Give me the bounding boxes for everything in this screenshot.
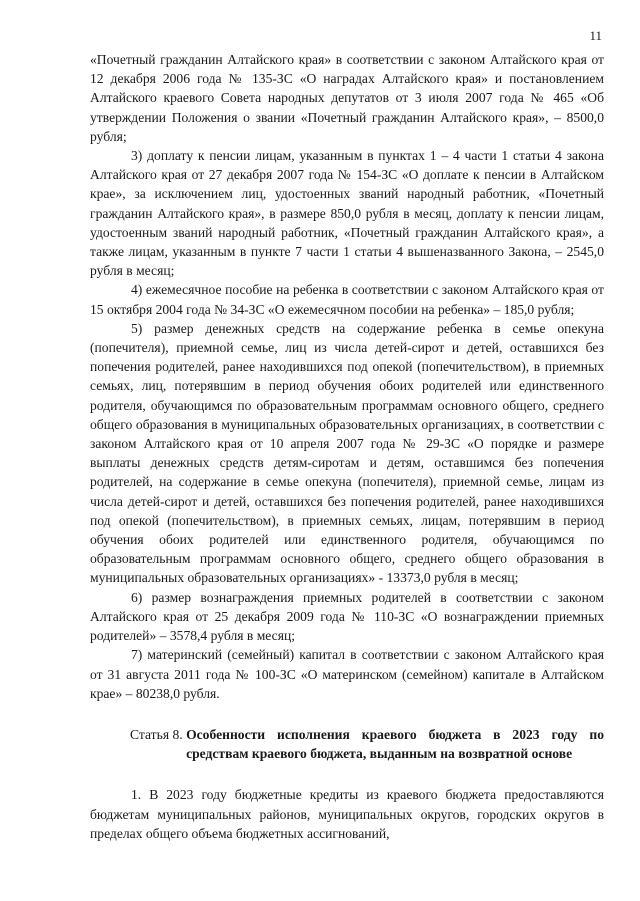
- spacer: [90, 763, 604, 785]
- page-number: 11: [589, 28, 602, 43]
- article-label: Статья 8.: [130, 726, 187, 742]
- paragraph-1: «Почетный гражданин Алтайского края» в соответствии с законом Алтайского края от 12 декабря 2006 года № 135-ЗС «О наградах Алтайского края» и постановлением Алтайского краевого Совета народных депутатов от 3 июля 2007 года № 465 «Об утверждении Положения о звании «Почетный гражданин Алтайского края», – 8500,0 рубля;: [90, 52, 604, 144]
- paragraph-item-7: 7) материнский (семейный) капитал в соответствии с законом Алтайского края от 31 августа 2011 года № 100-ЗС «О материнском (семейном) капитале в Алтайском крае» – 80238,0 рубля.: [90, 647, 604, 701]
- paragraph-item-3: 3) доплату к пенсии лицам, указанным в пунктах 1 – 4 части 1 статьи 4 закона Алтайского края от 27 декабря 2007 года № 154-ЗС «О доплате к пенсии в Алтайском крае», за исключением лиц, удостоенных званий народный работник, «Почетный гражданин Алтайского края», в размере 850,0 рубля в месяц, доплату к пенсии лицам, удостоенным званий народный работник, «Почетный гражданин Алтайского края», а также лицам, указанным в пункте 7 части 1 статьи 4 вышеназванного Закона, – 2545,0 рубля в месяц;: [90, 148, 604, 279]
- paragraph-item-5: 5) размер денежных средств на содержание ребенка в семье опекуна (попечителя), приемной семье, лиц из числа детей-сирот и детей, оставшихся без попечения родителей, ранее находившихся под опекой (попечительством), в приемных семьях, лиц, потерявшим в период обучения обоих родителей или единственного родителя, обучающимся по образовательным программам основного общего, среднего общего образования в муниципальных образовательных организациях, в соответствии с законом Алтайского края от 10 апреля 2007 года № 29-ЗС «О порядке и размере выплаты денежных средств детям-сиротам и детям, оставшимся без попечения родителей, на содержание в семье опекуна (попечителя), приемной семье, лицам из числа детей-сирот и детей, оставшихся без попечения родителей, ранее находившихся под опекой (попечительством), в приемных семьях, лицам, потерявшим в период обучения обоих родителей или единственного родителя, обучающимся по образовательным программам основного общего, среднего общего образования в муниципальных образовательных организациях» - 13373,0 рубля в месяц;: [90, 320, 604, 586]
- closing-paragraph: 1. В 2023 году бюджетные кредиты из краевого бюджета предоставляются бюджетам муниципальных районов, муниципальных округов, городских округов в пределах общего объема бюджетных ассигнований,: [90, 787, 604, 841]
- article-heading: [90, 725, 604, 763]
- paragraph-item-6: 6) размер вознаграждения приемных родителей в соответствии с законом Алтайского края от 25 декабря 2009 года № 110-ЗС «О вознаграждении приемных родителей» – 3578,4 рубля в месяц;: [90, 589, 604, 644]
- article-title: Особенности исполнения краевого бюджета в 2023 году по средствам краевого бюджета, выданным на возвратной основе: [186, 726, 604, 762]
- paragraph-item-4: 4) ежемесячное пособие на ребенка в соответствии с законом Алтайского края от 15 октября 2004 года № 34-ЗС «О ежемесячном пособии на ребенка» – 185,0 рубля;: [90, 282, 604, 317]
- body-text: [90, 50, 604, 843]
